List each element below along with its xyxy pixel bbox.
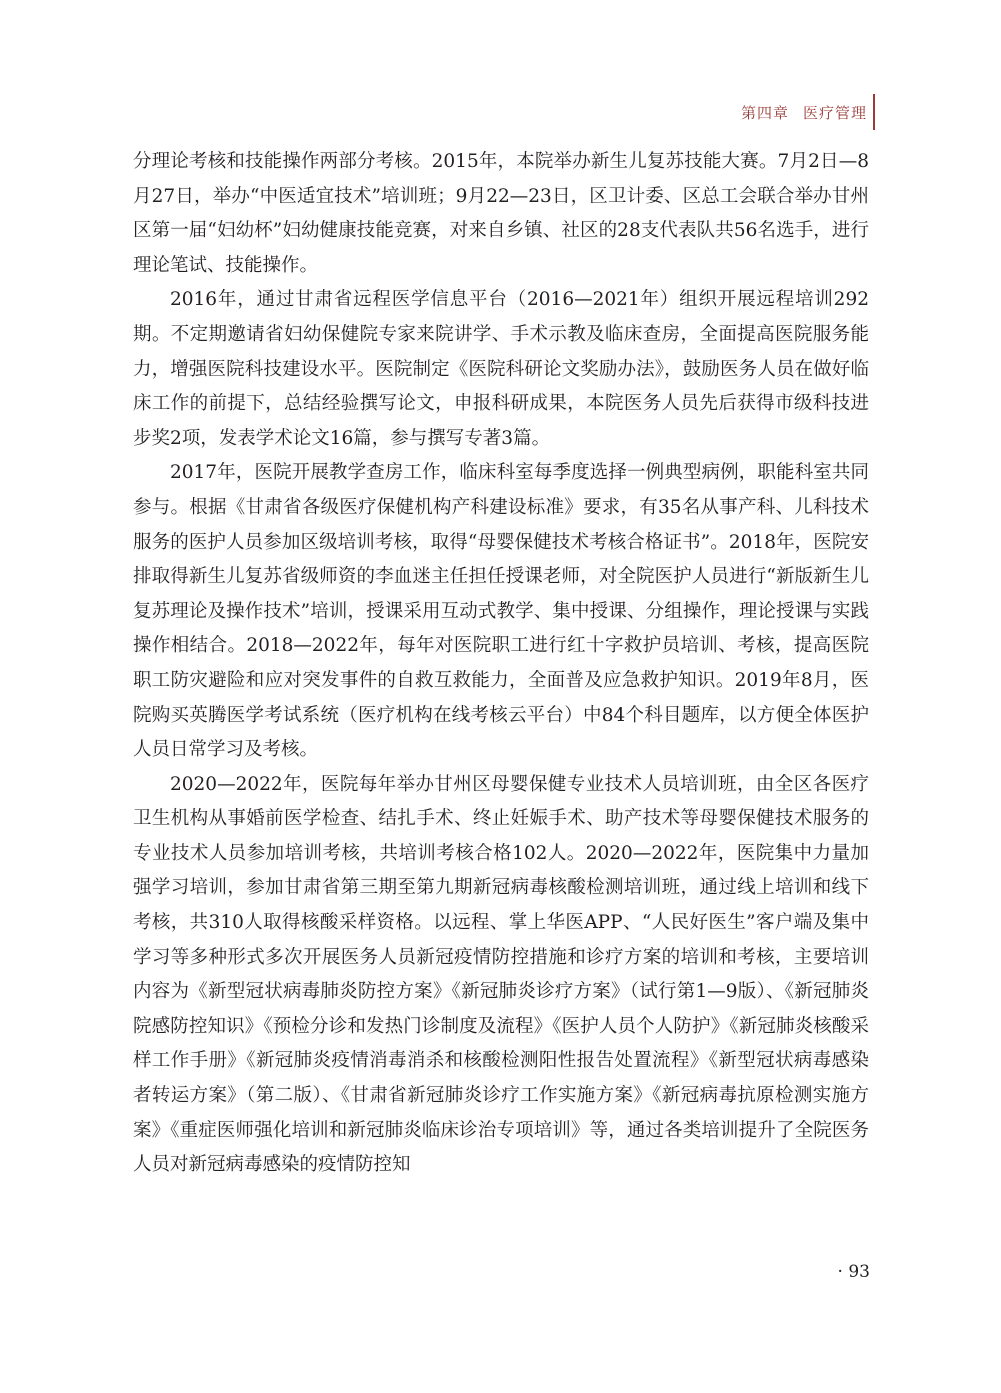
running-header <box>741 98 867 126</box>
page-number: · 93 <box>837 1262 870 1282</box>
paragraph-continued: 分理论考核和技能操作两部分考核。2015年，本院举办新生儿复苏技能大赛。7月2日—8月27日，举办“中医适宜技术”培训班；9月22—23日，区卫计委、区总工会联合举办甘州区第一届“妇幼杯”妇幼健康技能竞赛，对来自乡镇、社区的28支代表队共56名选手，进行理论笔试、技能操作。 <box>133 151 869 276</box>
header-chapter: 第四章 <box>740 103 789 122</box>
header-divider <box>873 94 875 130</box>
paragraph-2017: 2017年，医院开展教学查房工作，临床科室每季度选择一例典型病例，职能科室共同参与。根据《甘肃省各级医疗保健机构产科建设标准》要求，有35名从事产科、儿科技术服务的医护人员参加区级培训考核，取得“母婴保健技术考核合格证书”。2018年，医院安排取得新生儿复苏省级师资的李血迷主任担任授课老师，对全院医护人员进行“新版新生儿复苏理论及操作技术”培训，授课采用互动式教学、集中授课、分组操作，理论授课与实践操作相结合。2018—2022年，每年对医院职工进行红十字救护员培训、考核，提高医院职工防灾避险和应对突发事件的自救互救能力，全面普及应急救护知识。2019年8月，医院购买英腾医学考试系统（医疗机构在线考核云平台）中84个科目题库，以方便全体医护人员日常学习及考核。 <box>133 462 869 761</box>
paragraph-2016: 2016年，通过甘肃省远程医学信息平台（2016—2021年）组织开展远程培训292期。不定期邀请省妇幼保健院专家来院讲学、手术示教及临床查房，全面提高医院服务能力，增强医院科技建设水平。医院制定《医院科研论文奖励办法》，鼓励医务人员在做好临床工作的前提下，总结经验撰写论文，申报科研成果，本院医务人员先后获得市级科技进步奖2项，发表学术论文16篇，参与撰写专著3篇。 <box>133 289 869 449</box>
paragraph-2020: 2020—2022年，医院每年举办甘州区母婴保健专业技术人员培训班，由全区各医疗卫生机构从事婚前医学检查、结扎手术、终止妊娠手术、助产技术等母婴保健技术服务的专业技术人员参加培训考核，共培训考核合格102人。2020—2022年，医院集中力量加强学习培训，参加甘肃省第三期至第九期新冠病毒核酸检测培训班，通过线上培训和线下考核，共310人取得核酸采样资格。以远程、掌上华医APP、“人民好医生”客户端及集中学习等多种形式多次开展医务人员新冠疫情防控措施和诊疗方案的培训和考核，主要培训内容为《新型冠状病毒肺炎防控方案》《新冠肺炎诊疗方案》（试行第1—9版）、《新冠肺炎院感防控知识》《预检分诊和发热门诊制度及流程》《医护人员个人防护》《新冠肺炎核酸采样工作手册》《新冠肺炎疫情消毒消杀和核酸检测阳性报告处置流程》《新型冠状病毒感染者转运方案》（第二版）、《甘肃省新冠肺炎诊疗工作实施方案》《新冠病毒抗原检测实施方案》《重症医师强化培训和新冠肺炎临床诊治专项培训》等，通过各类培训提升了全院医务人员对新冠病毒感染的疫情防控知 <box>133 773 869 1176</box>
body-text <box>133 145 869 1183</box>
header-section-title: 医疗管理 <box>802 103 867 122</box>
